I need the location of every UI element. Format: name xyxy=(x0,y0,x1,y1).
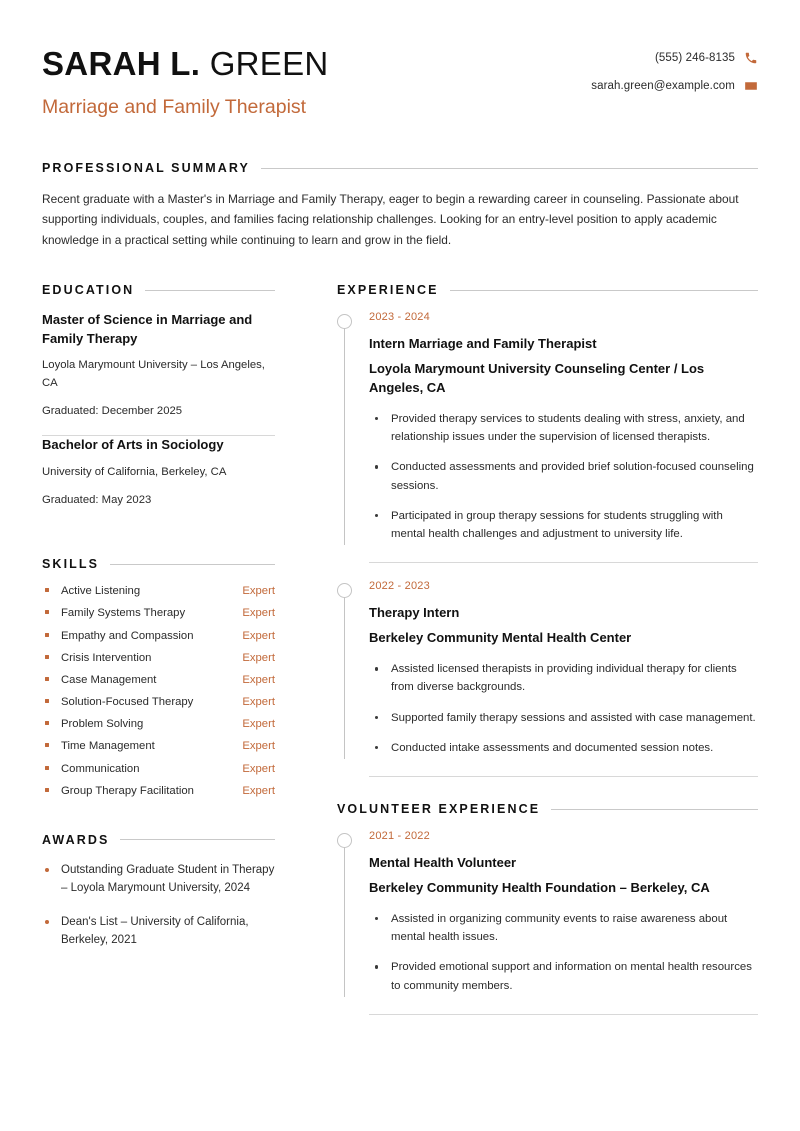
experience-bullet: Conducted intake assessments and documented session notes. xyxy=(369,739,758,757)
skill-level: Expert xyxy=(242,585,275,598)
skill-level: Expert xyxy=(242,762,275,775)
skill-level: Expert xyxy=(242,673,275,686)
education-item xyxy=(42,311,275,435)
experience-bullet: Participated in group therapy sessions for students struggling with mental health challenges and adjustment to university life. xyxy=(369,507,758,544)
skill-item xyxy=(42,696,275,708)
experience-entry xyxy=(337,311,758,545)
full-name xyxy=(42,45,591,83)
skill-level: Expert xyxy=(242,696,275,709)
bullet-icon xyxy=(45,633,49,637)
volunteer-entry xyxy=(337,830,758,997)
bullet-icon xyxy=(45,868,49,872)
skill-name: Family Systems Therapy xyxy=(61,607,186,620)
education-graduated: Graduated: December 2025 xyxy=(42,405,183,418)
skill-item xyxy=(42,718,275,730)
skill-name: Time Management xyxy=(61,740,155,753)
last-name: GREEN xyxy=(209,45,329,82)
bullet-icon xyxy=(45,788,49,792)
volunteer-divider xyxy=(369,1014,758,1015)
volunteer-heading-text: VOLUNTEER EXPERIENCE xyxy=(337,802,541,817)
skill-item xyxy=(42,785,275,797)
experience-organization: Loyola Marymount University Counseling Center / Los Angeles, CA xyxy=(369,361,705,396)
education-graduated: Graduated: May 2023 xyxy=(42,494,152,507)
skill-level: Expert xyxy=(242,718,275,731)
summary-heading xyxy=(42,161,758,175)
experience-organization: Berkeley Community Mental Health Center xyxy=(369,630,632,646)
skill-name: Active Listening xyxy=(61,585,141,598)
first-name: SARAH L. xyxy=(42,45,201,82)
timeline-connector xyxy=(344,592,345,759)
experience-role: Intern Marriage and Family Therapist xyxy=(369,336,597,352)
experience-bullet: Conducted assessments and provided brief solution-focused counseling sessions. xyxy=(369,458,758,495)
experience-entry xyxy=(337,580,758,759)
envelope-icon xyxy=(744,79,758,93)
skills-section xyxy=(42,557,275,797)
heading-rule xyxy=(551,809,758,810)
name-block xyxy=(42,45,591,119)
awards-heading-text: AWARDS xyxy=(42,832,110,847)
bullet-icon xyxy=(45,721,49,725)
timeline-marker-icon xyxy=(337,314,352,329)
volunteer-experience-section xyxy=(337,802,758,1015)
education-school: Loyola Marymount University – Los Angeles, CA xyxy=(42,359,265,389)
skills-heading-text: SKILLS xyxy=(42,557,100,572)
skills-heading xyxy=(42,557,275,571)
skill-item xyxy=(42,652,275,664)
volunteer-bullet-list xyxy=(369,910,758,995)
skill-item xyxy=(42,740,275,752)
skill-name: Problem Solving xyxy=(61,718,144,731)
award-text: Dean's List – University of California, Berkeley, 2021 xyxy=(61,915,249,946)
experience-bullet: Provided therapy services to students dealing with stress, anxiety, and relationship issues under the supervision of licensed therapists. xyxy=(369,410,758,447)
heading-rule xyxy=(261,168,758,169)
education-degree: Master of Science in Marriage and Family Therapy xyxy=(42,312,253,346)
skill-item xyxy=(42,630,275,642)
education-item xyxy=(42,436,275,524)
awards-section xyxy=(42,833,275,950)
summary-heading-text: PROFESSIONAL SUMMARY xyxy=(42,161,250,175)
skill-name: Case Management xyxy=(61,673,157,686)
volunteer-role: Mental Health Volunteer xyxy=(369,855,517,871)
skill-level: Expert xyxy=(242,629,275,642)
email-row[interactable] xyxy=(591,79,758,93)
experience-heading xyxy=(337,283,758,297)
bullet-icon xyxy=(45,588,49,592)
experience-bullet: Supported family therapy sessions and assisted with case management. xyxy=(369,709,758,727)
skill-item xyxy=(42,674,275,686)
skill-item xyxy=(42,607,275,619)
skill-name: Empathy and Compassion xyxy=(61,629,194,642)
professional-summary-section xyxy=(42,161,758,250)
skill-level: Expert xyxy=(242,784,275,797)
heading-rule xyxy=(120,839,275,840)
awards-heading xyxy=(42,833,275,847)
experience-divider xyxy=(369,776,758,777)
volunteer-bullet: Provided emotional support and information on mental health resources to community members. xyxy=(369,958,758,995)
education-heading-text: EDUCATION xyxy=(42,283,135,298)
left-column xyxy=(42,283,275,964)
bullet-icon xyxy=(45,920,49,924)
phone-number: (555) 246-8135 xyxy=(654,52,735,64)
bullet-icon xyxy=(45,610,49,614)
skill-level: Expert xyxy=(242,607,275,620)
timeline-connector xyxy=(344,323,345,545)
heading-rule xyxy=(110,564,275,565)
education-section xyxy=(42,283,275,524)
education-heading xyxy=(42,283,275,297)
bullet-icon xyxy=(45,655,49,659)
heading-rule xyxy=(145,290,275,291)
education-school: University of California, Berkeley, CA xyxy=(42,465,227,478)
body-columns xyxy=(42,283,758,1031)
phone-row[interactable] xyxy=(591,51,758,65)
resume-header xyxy=(42,40,758,119)
bullet-icon xyxy=(45,743,49,747)
volunteer-organization: Berkeley Community Health Foundation – Berkeley, CA xyxy=(369,879,710,895)
email-address: sarah.green@example.com xyxy=(591,80,735,92)
experience-bullet-list xyxy=(369,410,758,544)
summary-text: Recent graduate with a Master's in Marriage and Family Therapy, eager to begin a rewarding career in counseling. Passionate about supporting individuals, couples, and families facing relationship challenges. Looking for an entry-level position to apply academic knowledge in a practical setting while continuing to learn and grow in the field. xyxy=(42,192,739,247)
skill-item xyxy=(42,763,275,775)
right-column xyxy=(337,283,758,1031)
bullet-icon xyxy=(45,677,49,681)
experience-date: 2023 - 2024 xyxy=(369,311,430,324)
award-item xyxy=(42,861,275,898)
contact-block xyxy=(591,45,758,93)
award-text: Outstanding Graduate Student in Therapy – Loyola Marymount University, 2024 xyxy=(61,863,275,895)
skill-name: Group Therapy Facilitation xyxy=(61,784,194,797)
skill-level: Expert xyxy=(242,651,275,664)
timeline-marker-icon xyxy=(337,833,352,848)
skill-item xyxy=(42,585,275,597)
experience-timeline xyxy=(337,311,758,777)
experience-divider xyxy=(369,562,758,563)
skill-level: Expert xyxy=(242,740,275,753)
timeline-connector xyxy=(344,842,345,997)
experience-date: 2022 - 2023 xyxy=(369,580,430,593)
volunteer-heading xyxy=(337,802,758,816)
phone-icon xyxy=(744,51,758,65)
skill-name: Crisis Intervention xyxy=(61,651,152,664)
volunteer-bullet: Assisted in organizing community events to raise awareness about mental health issues. xyxy=(369,910,758,947)
experience-heading-text: EXPERIENCE xyxy=(337,283,439,298)
timeline-marker-icon xyxy=(337,583,352,598)
award-item xyxy=(42,913,275,950)
bullet-icon xyxy=(45,699,49,703)
experience-bullet-list xyxy=(369,660,758,757)
education-degree: Bachelor of Arts in Sociology xyxy=(42,437,224,453)
experience-role: Therapy Intern xyxy=(369,605,460,621)
volunteer-date: 2021 - 2022 xyxy=(369,830,430,843)
heading-rule xyxy=(450,290,758,291)
experience-section xyxy=(337,283,758,777)
job-title: Marriage and Family Therapist xyxy=(42,95,307,118)
skill-name: Solution-Focused Therapy xyxy=(61,696,194,709)
bullet-icon xyxy=(45,766,49,770)
skill-name: Communication xyxy=(61,762,140,775)
experience-bullet: Assisted licensed therapists in providing individual therapy for clients from diverse backgrounds. xyxy=(369,660,758,697)
volunteer-timeline xyxy=(337,830,758,1015)
